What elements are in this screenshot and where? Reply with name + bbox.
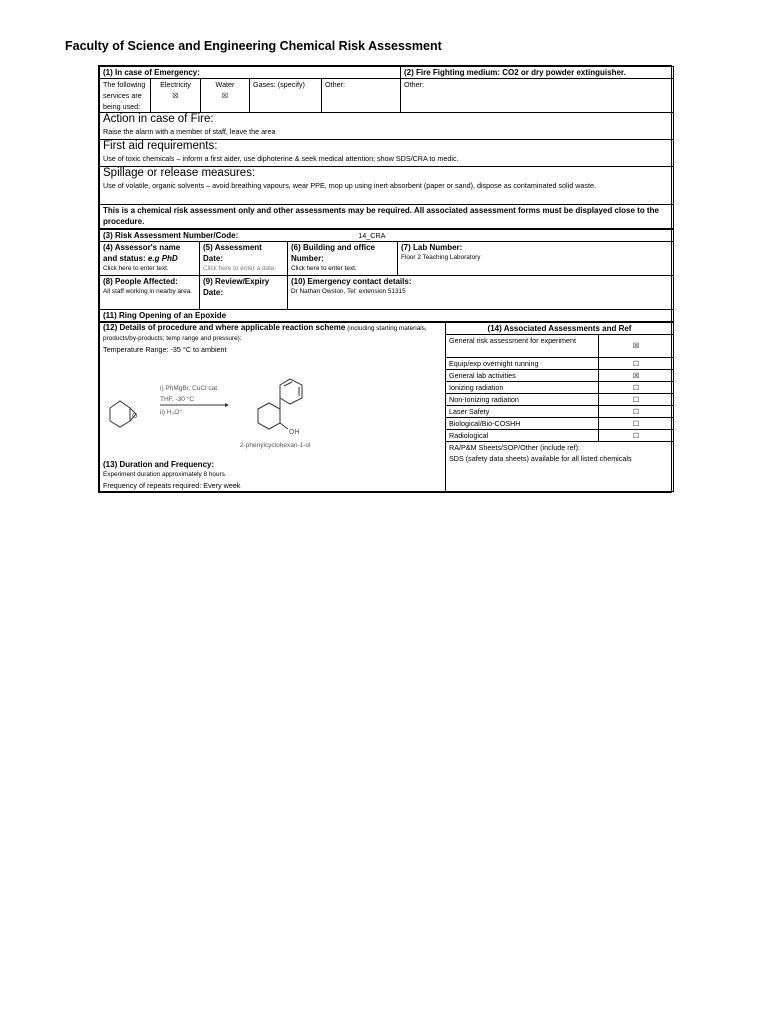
details-label: (12) Details of procedure and where applicable reaction scheme bbox=[103, 323, 346, 332]
first-aid-heading: First aid requirements: bbox=[103, 140, 218, 152]
assessor-label: (4) Assessor's name and status: bbox=[103, 243, 181, 263]
building-field[interactable]: Click here to enter text. bbox=[291, 265, 357, 272]
associated-item-label: Biological/Bio-COSHH bbox=[446, 417, 598, 429]
associated-item-checkbox[interactable]: ☒ bbox=[598, 369, 674, 381]
associated-item-label: Laser Safety bbox=[446, 405, 598, 417]
ra-sop-cell bbox=[446, 441, 674, 464]
building-cell bbox=[288, 242, 398, 276]
assessor-label-em: e.g PhD bbox=[147, 254, 178, 263]
risk-number-value: 14_CRA bbox=[358, 231, 386, 240]
details-note: (including starting materials, products/by-products; temp range and pressure): bbox=[103, 325, 427, 342]
associated-item-label: Ionizing radiation bbox=[446, 381, 598, 393]
emergency-other-field[interactable]: Other: bbox=[322, 79, 401, 113]
first-aid-text: Use of toxic chemicals – inform a first aider, use diphoterine & seek medical attention; show SDS/CRA to medic. bbox=[103, 154, 459, 163]
assessor-field[interactable]: Click here to enter text. bbox=[103, 265, 169, 272]
associated-item-label: Non-Ionizing radiation bbox=[446, 393, 598, 405]
associated-item-checkbox[interactable]: ☐ bbox=[598, 381, 674, 393]
building-label: (6) Building and office Number: bbox=[291, 243, 375, 263]
spillage-section bbox=[100, 167, 674, 205]
associated-item-checkbox[interactable]: ☒ bbox=[598, 335, 674, 357]
sds-text: SDS (safety data sheets) available for all listed chemicals bbox=[449, 453, 632, 463]
risk-assessment-form bbox=[98, 65, 672, 493]
people-value: All staff working in nearby area. bbox=[103, 288, 193, 295]
water-label: Water bbox=[215, 80, 235, 89]
page-title: Faculty of Science and Engineering Chemical Risk Assessment bbox=[65, 39, 442, 53]
gases-field[interactable]: Gases: (specify) bbox=[250, 79, 322, 113]
fire-fighting-label: (2) Fire Fighting medium: CO2 or dry powder extinguisher. bbox=[401, 67, 674, 79]
epoxide-o-label: O bbox=[132, 413, 138, 420]
contact-label: (10) Emergency contact details: bbox=[291, 277, 412, 286]
spillage-text: Use of volatile, organic solvents – avoid breathing vapours, wear PPE, mop up using inert absorbent (paper or sand), dispose as contaminated solid waste. bbox=[103, 181, 597, 190]
fire-other-field[interactable]: Other: bbox=[401, 79, 674, 113]
reaction-scheme bbox=[103, 355, 442, 459]
electricity-cell bbox=[151, 79, 201, 113]
electricity-label: Electricity bbox=[160, 80, 191, 89]
associated-item-checkbox[interactable]: ☐ bbox=[598, 357, 674, 369]
duration-frequency: Frequency of repeats required: Every week bbox=[103, 480, 241, 490]
water-checkbox[interactable]: ☒ bbox=[221, 91, 229, 100]
emergency-label: (1) In case of Emergency: bbox=[100, 67, 401, 79]
lab-value: Floor 2 Teaching Laboratory bbox=[401, 254, 481, 261]
action-fire-section bbox=[100, 113, 674, 140]
assessment-date-cell bbox=[200, 242, 288, 276]
associated-item-checkbox[interactable]: ☐ bbox=[598, 405, 674, 417]
people-cell bbox=[100, 276, 200, 310]
assessor-cell bbox=[100, 242, 200, 276]
risk-number-row bbox=[100, 230, 674, 242]
contact-cell bbox=[288, 276, 674, 310]
associated-item-checkbox[interactable]: ☐ bbox=[598, 429, 674, 441]
reagent-line-3: ii) H₃O⁺ bbox=[160, 409, 183, 416]
review-cell bbox=[200, 276, 288, 310]
duration-label: (13) Duration and Frequency: bbox=[103, 460, 215, 469]
associated-item-label: General lab activities bbox=[446, 369, 598, 381]
details-cell bbox=[100, 323, 446, 492]
associated-item-label: General risk assessment for experiment bbox=[446, 335, 598, 357]
product-name: 2-phenylcyclohexan-1-ol bbox=[240, 442, 311, 449]
ra-sop-label: RA/P&M Sheets/SOP/Other (include ref): bbox=[449, 442, 581, 452]
product-oh-label: OH bbox=[289, 429, 300, 436]
associated-assessments-cell bbox=[446, 323, 674, 492]
associated-item-checkbox[interactable]: ☐ bbox=[598, 393, 674, 405]
assessment-date-field[interactable]: Click here to enter a date. bbox=[203, 265, 277, 272]
people-label: (8) People Affected: bbox=[103, 277, 178, 286]
associated-label: (14) Associated Assessments and Ref bbox=[446, 323, 673, 335]
temperature-range: Temperature Range: -35 °C to ambient bbox=[103, 345, 227, 354]
action-fire-text: Raise the alarm with a member of staff, leave the area bbox=[103, 127, 276, 136]
associated-item-label: Equip/exp overnight running bbox=[446, 357, 598, 369]
action-fire-heading: Action in case of Fire: bbox=[103, 113, 214, 125]
review-label[interactable]: (9) Review/Expiry Date: bbox=[203, 277, 270, 297]
first-aid-section bbox=[100, 140, 674, 167]
associated-item-label: Radiological bbox=[446, 429, 598, 441]
associated-item-checkbox[interactable]: ☐ bbox=[598, 417, 674, 429]
reagent-line-1: i) PhMgBr, CuCl cat. bbox=[160, 385, 219, 392]
procedure-title: (11) Ring Opening of an Epoxide bbox=[100, 310, 674, 322]
phenylcyclohexanol-structure bbox=[258, 379, 302, 429]
risk-number-label: (3) Risk Assessment Number/Code: bbox=[103, 231, 239, 240]
lab-cell bbox=[398, 242, 674, 276]
contact-value: Dr Nathan Owston, Tel: extension 51315 bbox=[291, 288, 406, 295]
water-cell bbox=[201, 79, 250, 113]
electricity-checkbox[interactable]: ☒ bbox=[172, 91, 179, 100]
associated-list bbox=[446, 335, 674, 464]
assessment-date-label: (5) Assessment Date: bbox=[203, 243, 262, 263]
spillage-heading: Spillage or release measures: bbox=[103, 167, 256, 179]
assessment-notice: This is a chemical risk assessment only and other assessments may be required. All associated assessment forms must be displayed close to the procedure. bbox=[100, 205, 674, 229]
reaction-arrowhead bbox=[225, 403, 229, 407]
reagent-line-2: THF, -30 °C bbox=[160, 396, 195, 403]
services-label: The following services are being used: bbox=[100, 79, 151, 113]
lab-label: (7) Lab Number: bbox=[401, 243, 463, 252]
duration-experiment: Experiment duration approximately 8 hours. bbox=[103, 471, 227, 478]
